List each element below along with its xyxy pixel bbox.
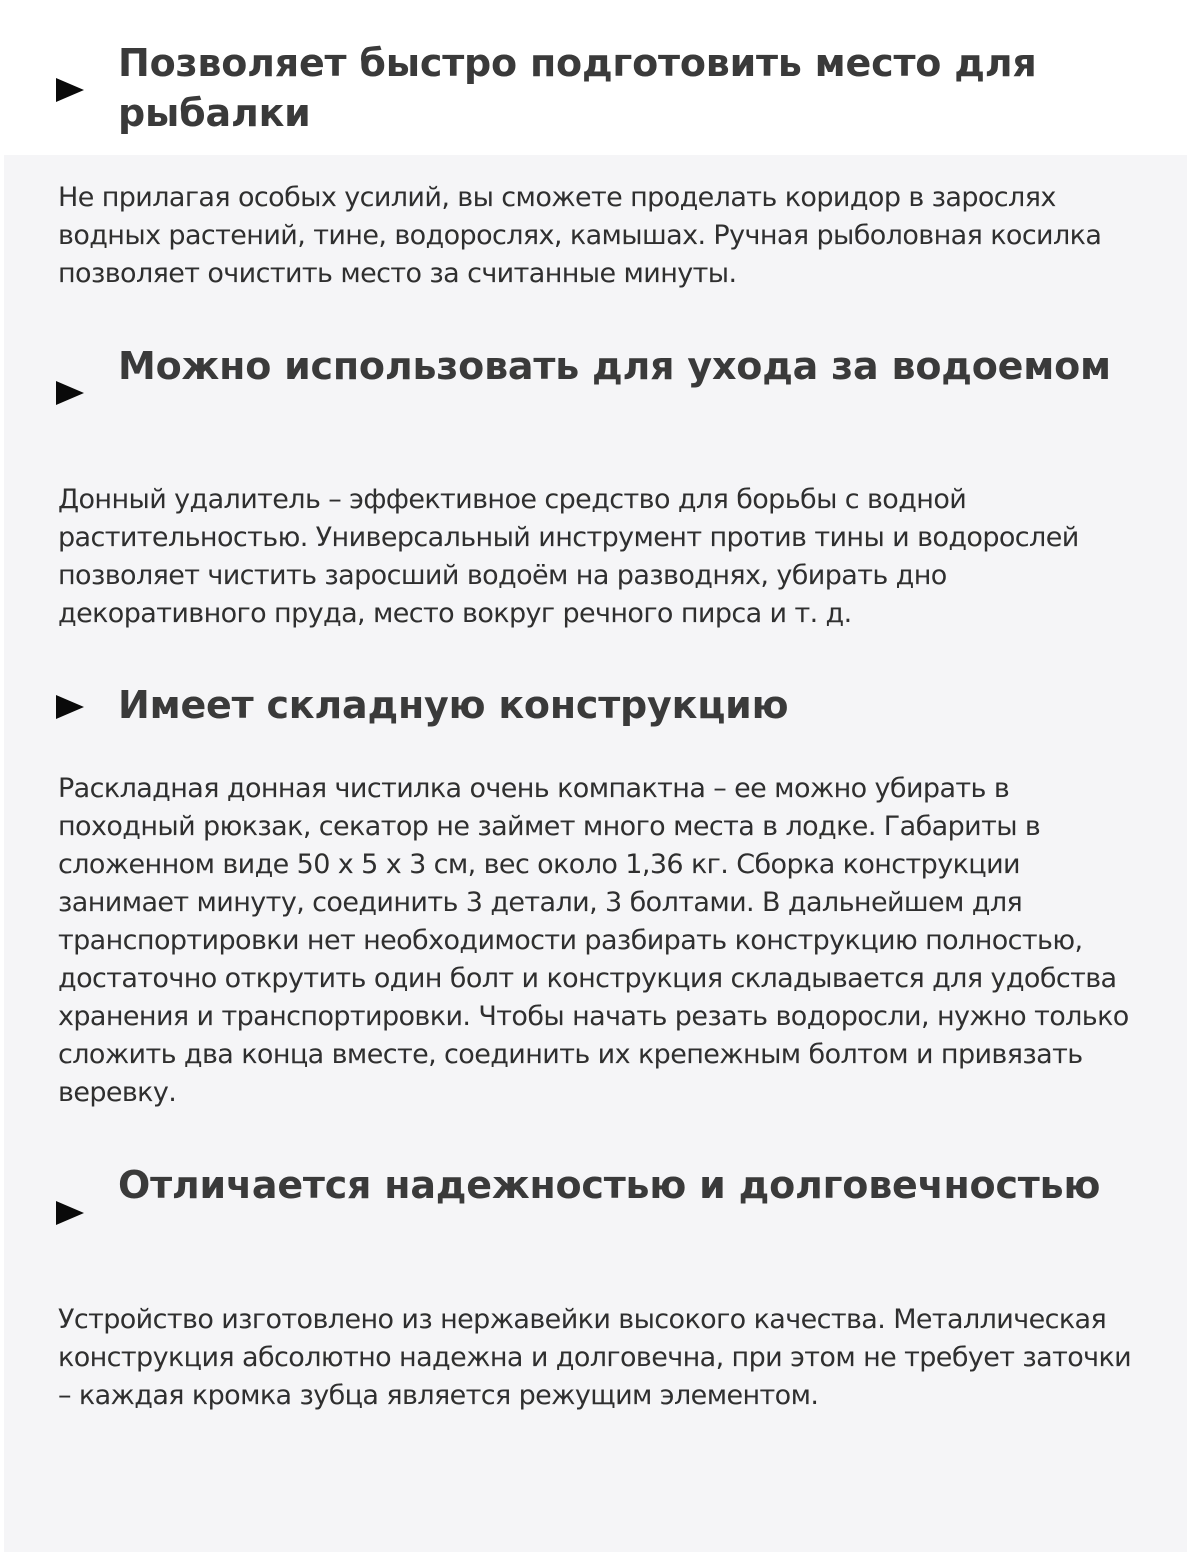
triangle-bullet-icon <box>56 695 84 719</box>
section-heading: Можно использовать для ухода за водоемом <box>118 344 1111 388</box>
section-heading: Имеет складную конструкцию <box>118 683 789 727</box>
section-heading: Отличается надежностью и долговечностью <box>118 1163 1101 1207</box>
section-text: Раскладная донная чистилка очень компактна – ее можно убирать в походный рюкзак, секатор не займет много места в лодке. Габариты в сложенном виде 50 х 5 х 3 см, вес около 1,36 кг. Сборка конструкции занимает минуту, соединить 3 детали, 3 болтами. В дальнейшем для транспортировки нет необходимости разбирать конструкцию полностью, достаточно открутить один болт и конструкция складывается для удобства хранения и транспортировки. Чтобы начать резать водоросли, нужно только сложить два конца вместе, соединить их крепежным болтом и привязать веревку. <box>58 773 1129 1108</box>
triangle-bullet-icon <box>56 78 84 102</box>
triangle-bullet-icon <box>56 1201 84 1225</box>
section-text: Устройство изготовлено из нержавейки высокого качества. Металлическая конструкция абсолютно надежна и долговечна, при этом не требует заточки – каждая кромка зубца является режущим элементом. <box>58 1304 1132 1411</box>
section-text: Донный удалитель – эффективное средство для борьбы с водной растительностью. Универсальный инструмент против тины и водорослей позволяет чистить заросший водоём на разводнях, убирать дно декоративного пруда, место вокруг речного пирса и т. д. <box>58 484 1079 629</box>
triangle-bullet-icon <box>56 381 84 405</box>
section-text: Не прилагая особых усилий, вы сможете проделать коридор в зарослях водных растений, тине, водорослях, камышах. Ручная рыболовная косилка позволяет очистить место за считанные минуты. <box>58 182 1102 289</box>
section-heading: Позволяет быстро подготовить место для рыбалки <box>118 41 1037 135</box>
